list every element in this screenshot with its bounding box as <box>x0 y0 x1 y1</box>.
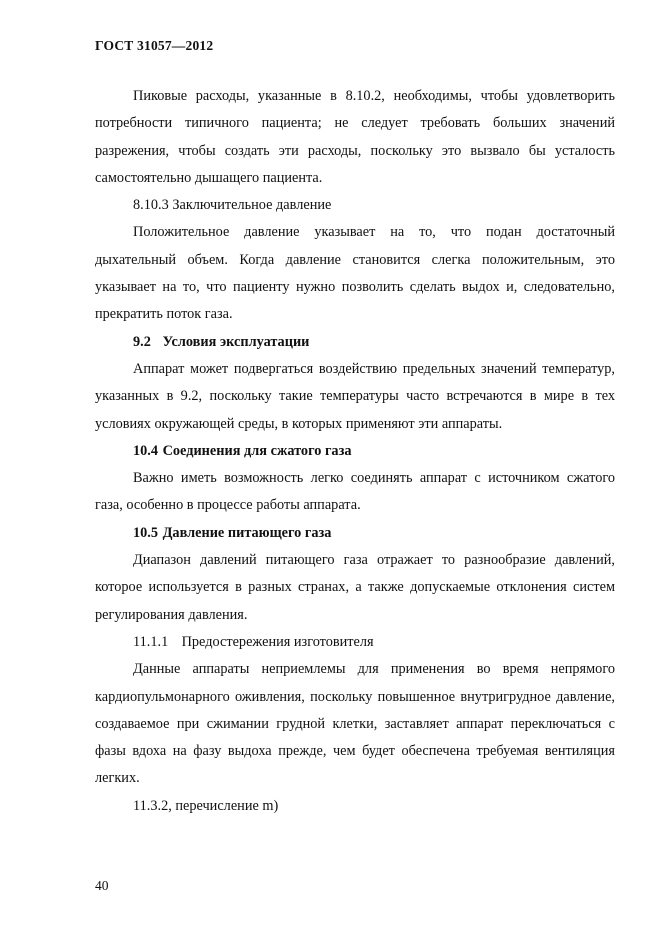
page-number: 40 <box>95 878 109 893</box>
section-number: 10.5 <box>133 524 159 541</box>
paragraph-supply-pressure: Диапазон давлений питающего газа отражает то разнообразие давлений, которое используется в разных странах, а также допускаемые отклонения систем регулирования давления. <box>95 552 615 623</box>
paragraph-peak-flows: Пиковые расходы, указанные в 8.10.2, необходимы, чтобы удовлетворить потребности типичного пациента; не следует требовать больших значений разрежения, чтобы создать эти расходы, поскольку это вызвало бы усталость самостоятельно дышащего пациента. <box>95 88 615 186</box>
page-header-standard-id: ГОСТ 31057—2012 <box>95 38 214 53</box>
section-heading-10-5 <box>95 520 615 547</box>
section-heading-10-4 <box>95 438 615 465</box>
paragraph-positive-pressure: Положительное давление указывает на то, что подан достаточный дыхательный объем. Когда давление становится слегка положительным, это указывает на то, что пациенту нужно позволить сделать выдох и, следовательно, прекратить поток газа. <box>95 224 615 323</box>
section-title: Давление питающего газа <box>162 524 332 541</box>
section-heading-9-2 <box>95 329 615 356</box>
subsection-heading-11-1-1 <box>95 629 615 656</box>
paragraph-cpr-warning: Данные аппараты неприемлемы для применения во время непрямого кардиопульмонарного оживления, поскольку повышенное внутригрудное давление, создаваемое при сжимании грудной клетки, заставляет аппарат переключаться с фазы вдоха на фазу выдоха прежде, чем будет обеспечена требуемая вентиляция легких. <box>95 661 615 787</box>
page-body <box>95 83 615 820</box>
subsection-heading-8-10-3 <box>95 192 615 219</box>
subsection-title: Предостережения изготовителя <box>181 633 374 650</box>
section-number: 10.4 <box>133 442 159 459</box>
paragraph-gas-connections: Важно иметь возможность легко соединять аппарат с источником сжатого газа, особенно в процессе работы аппарата. <box>95 470 615 514</box>
subsection-reference-11-3-2: 11.3.2, перечисление m) <box>133 797 279 814</box>
paragraph-operating-conditions: Аппарат может подвергаться воздействию предельных значений температур, указанных в 9.2, поскольку такие температуры часто встречаются в мире в тех условиях окружающей среды, в которых применяют эти аппараты. <box>95 360 615 432</box>
subsection-number: 11.1.1 <box>133 633 169 650</box>
subsection-number: 8.10.3 <box>133 197 169 214</box>
subsection-title: Заключительное давление <box>172 197 332 214</box>
section-title: Условия эксплуатации <box>162 333 310 350</box>
section-number: 9.2 <box>133 333 151 350</box>
section-title: Соединения для сжатого газа <box>162 442 352 459</box>
